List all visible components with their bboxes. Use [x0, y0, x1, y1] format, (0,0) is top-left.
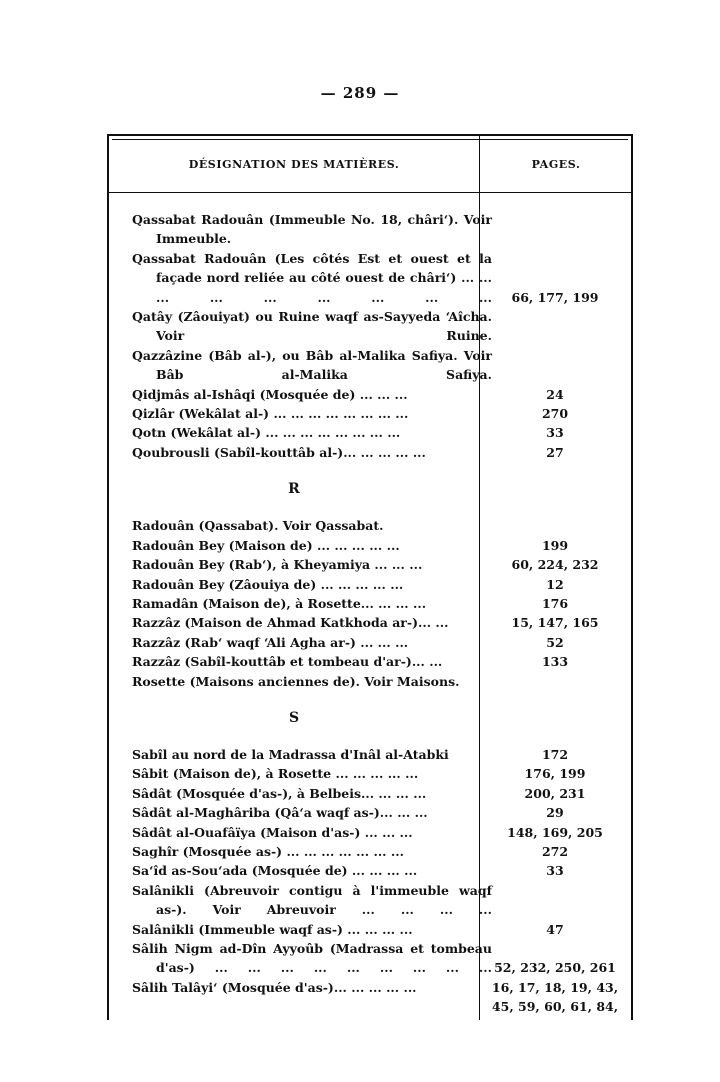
entry-text: Radouân Bey (Rab‘), à Kheyamiya ... ... ... — [132, 557, 423, 573]
entry-text: Razzâz (Sabîl-kouttâb et tombeau d'ar-)... ... — [132, 654, 443, 670]
entry-text: Sâlih Nigm ad-Dîn Ayyoûb (Madrassa et tombeau d'as-) ... ... ... ... ... ... ... ... ... — [132, 941, 492, 976]
index-entry — [109, 210, 631, 249]
entry-pages: 29 — [546, 805, 564, 821]
entry-pages: 52 — [546, 634, 564, 650]
entry-pages: 172 — [541, 746, 569, 762]
section-letter-s: S — [288, 709, 300, 726]
header-rule — [109, 192, 631, 193]
entry-text: Qoubrousli (Sabîl-kouttâb al-)... ... ... ... ... — [132, 444, 426, 460]
index-entry — [109, 652, 631, 671]
index-entry — [109, 423, 631, 442]
entry-pages: 176 — [541, 595, 569, 611]
entry-text: Sâbit (Maison de), à Rosette ... ... ... ... ... — [132, 766, 419, 782]
entry-pages: 272 — [541, 843, 569, 859]
index-entry — [109, 803, 631, 822]
index-entry — [109, 784, 631, 803]
designation-header: DÉSIGNATION DES MATIÈRES. — [188, 158, 400, 171]
entry-pages: 60, 224, 232 — [511, 557, 599, 573]
index-entry — [109, 613, 631, 632]
entry-pages: 27 — [546, 444, 564, 460]
entry-text: Salânikli (Abreuvoir contigu à l'immeuble waqf as-). Voir Abreuvoir ... ... ... ... — [132, 882, 492, 918]
index-entry — [109, 978, 631, 1015]
entry-text: Saghîr (Mosquée as-) ... ... ... ... ... ... ... — [132, 843, 404, 859]
entry-text: Razzâz (Maison de Ahmad Katkhoda ar-)... ... — [132, 615, 449, 631]
entry-pages: 66, 177, 199 — [511, 289, 599, 305]
index-entry — [109, 920, 631, 939]
entry-pages: 270 — [541, 406, 569, 422]
entry-pages: 12 — [546, 576, 564, 592]
entry-text: Qizlâr (Wekâlat al-) ... ... ... ... ... ... ... ... — [132, 406, 409, 422]
entry-text: Razzâz (Rab‘ waqf ‘Ali Agha ar-) ... ... ... — [132, 634, 409, 650]
index-entry — [109, 633, 631, 652]
index-entry — [109, 594, 631, 613]
index-entry — [109, 385, 631, 404]
entry-text: Sâdât (Mosquée d'as-), à Belbeis... ... ... ... — [132, 785, 427, 801]
entry-text: Radouân Bey (Maison de) ... ... ... ... ... — [132, 537, 400, 553]
entry-pages: 176, 199 — [524, 766, 586, 782]
section-letter-r: R — [288, 481, 300, 498]
index-entry — [109, 672, 631, 691]
entry-pages: 47 — [546, 921, 564, 937]
entry-text: Salânikli (Immeuble waqf as-) ... ... ... ... — [132, 921, 413, 937]
index-entry — [109, 823, 631, 842]
index-entry — [109, 536, 631, 555]
entry-text: Sabîl au nord de la Madrassa d'Inâl al-Atabki — [132, 746, 449, 762]
entry-text: Qotn (Wekâlat al-) ... ... ... ... ... ... ... ... — [132, 425, 401, 441]
index-entries — [109, 210, 631, 1015]
entry-pages: 133 — [541, 654, 569, 670]
index-entry — [109, 555, 631, 574]
entry-text: Sâdât al-Maghâriba (Qâ‘a waqf as-)... ... ... — [132, 805, 428, 821]
entry-text: Ramadân (Maison de), à Rosette... ... ... ... — [132, 595, 427, 611]
entry-pages: 33 — [546, 425, 564, 441]
index-entry — [109, 346, 631, 385]
index-table — [107, 134, 633, 1020]
index-entry — [109, 307, 631, 346]
index-entry — [109, 443, 631, 462]
entry-text: Qassabat Radouân (Les côtés Est et ouest et la façade nord reliée au côté ouest de châri‘) ... ... ... ... ... ... ... ... ... — [132, 250, 492, 305]
index-entry — [109, 881, 631, 920]
entry-text: Radouân Bey (Zâouiya de) ... ... ... ... ... — [132, 576, 404, 592]
index-entry — [109, 516, 631, 535]
entry-text: Sa‘îd as-Sou‘ada (Mosquée de) ... ... ... ... — [132, 863, 418, 879]
index-entry — [109, 575, 631, 594]
entry-text: Qassabat Radouân (Immeuble No. 18, châri‘). Voir Immeuble. — [132, 212, 492, 247]
index-entry — [109, 249, 631, 307]
pages-header: PAGES. — [531, 158, 581, 171]
entry-pages: 33 — [546, 863, 564, 879]
entry-text: Sâdât al-Ouafâïya (Maison d'as-) ... ... ... — [132, 824, 413, 840]
entry-pages: 148, 169, 205 — [507, 824, 603, 840]
entry-pages: 24 — [546, 386, 564, 402]
entry-pages: 15, 147, 165 — [511, 615, 599, 631]
entry-text: Qidjmâs al-Ishâqi (Mosquée de) ... ... ... — [132, 386, 408, 402]
entry-text: Rosette (Maisons anciennes de). Voir Maisons. — [132, 673, 460, 689]
index-entry — [109, 764, 631, 783]
entry-text: Sâlih Talâyi‘ (Mosquée d'as-)... ... ... ... ... — [132, 979, 417, 995]
entry-pages: 200, 231 — [524, 785, 586, 801]
index-entry — [109, 842, 631, 861]
entry-text: Radouân (Qassabat). Voir Qassabat. — [132, 518, 384, 534]
entry-text: Qazzâzine (Bâb al-), ou Bâb al-Malika Safiya. Voir Bâb al-Malika Safiya. — [132, 347, 492, 383]
index-entry — [109, 861, 631, 880]
entry-pages: 16, 17, 18, 19, 43, 45, 59, 60, 61, 84, — [491, 979, 619, 1015]
entry-pages: 199 — [541, 537, 569, 553]
index-entry — [109, 745, 631, 764]
entry-pages: 52, 232, 250, 261 — [494, 960, 616, 976]
index-entry — [109, 404, 631, 423]
index-entry — [109, 939, 631, 978]
entry-text: Qatây (Zâouiyat) ou Ruine waqf as-Sayyeda ‘Aîcha. Voir Ruine. — [132, 309, 492, 344]
page-number: — 289 — — [320, 84, 400, 102]
